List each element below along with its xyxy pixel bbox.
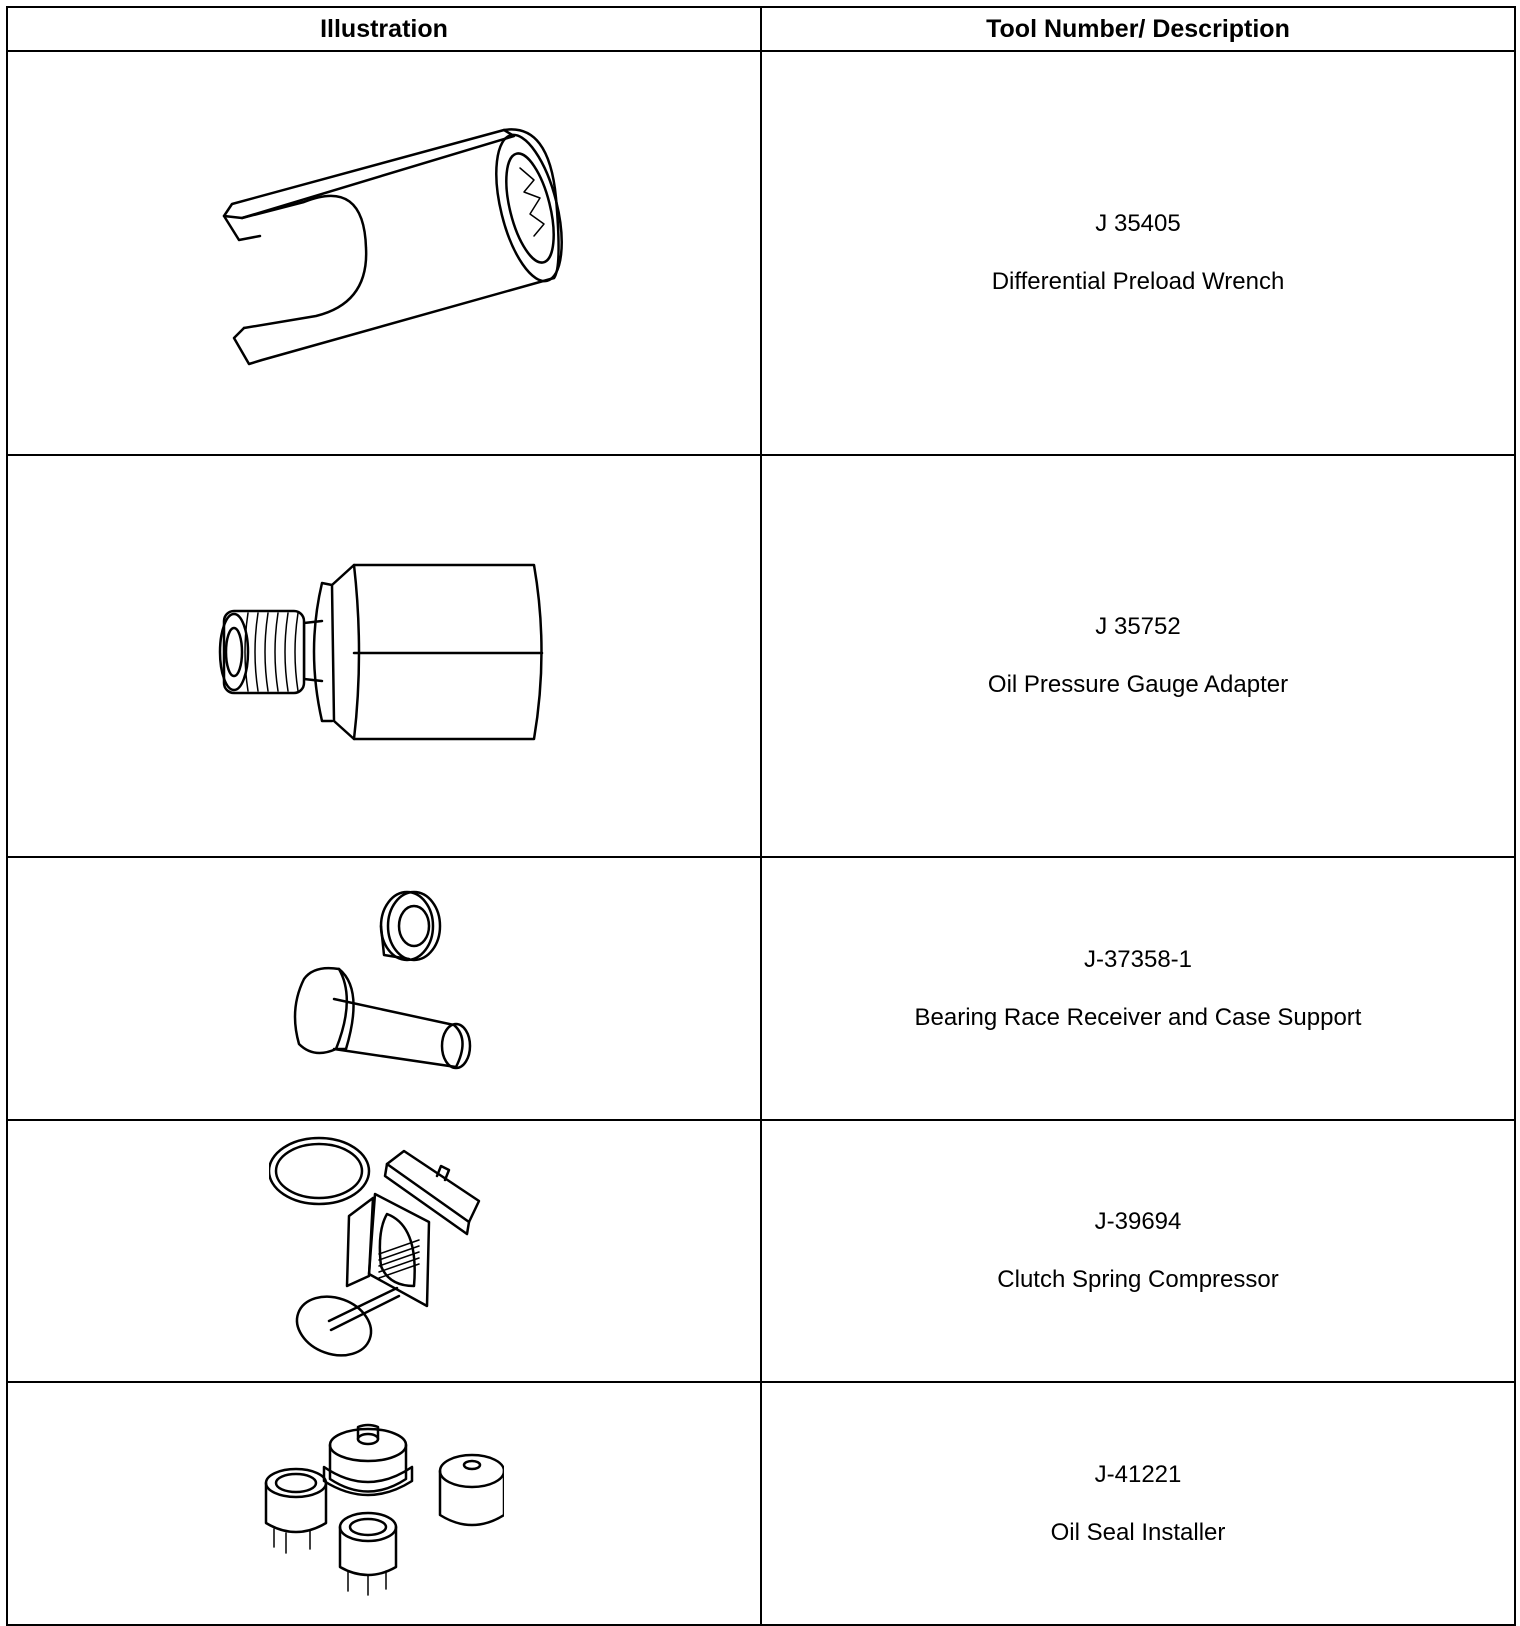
tool-number: J-37358-1 (1083, 945, 1193, 973)
clutch-spring-compressor-illustration (269, 1136, 499, 1366)
table-row (7, 51, 1515, 455)
description-cell (761, 455, 1515, 857)
table-row (7, 1120, 1515, 1382)
illustration-cell (7, 1120, 761, 1382)
oil-pressure-gauge-adapter-illustration (204, 561, 564, 751)
tool-description: Differential Preload Wrench (991, 268, 1285, 295)
illustration-cell (7, 857, 761, 1120)
tool-description: Oil Seal Installer (1050, 1518, 1226, 1546)
description-cell (761, 1382, 1515, 1625)
header-illustration: Illustration (7, 7, 761, 51)
description-cell (761, 1120, 1515, 1382)
tool-number: J 35405 (1095, 210, 1181, 237)
table-row (7, 857, 1515, 1120)
description-cell (761, 51, 1515, 455)
tool-description: Oil Pressure Gauge Adapter (987, 671, 1289, 698)
table-row (7, 455, 1515, 857)
table-header-row (7, 7, 1515, 51)
tool-table (6, 6, 1516, 1626)
illustration-cell (7, 1382, 761, 1625)
tool-description: Bearing Race Receiver and Case Support (914, 1003, 1362, 1031)
illustration-cell (7, 51, 761, 455)
illustration-cell (7, 455, 761, 857)
tool-number: J-39694 (1094, 1208, 1182, 1235)
oil-seal-installer-illustration (264, 1409, 504, 1599)
table-row (7, 1382, 1515, 1625)
header-description: Tool Number/ Description (761, 7, 1515, 51)
tool-number: J 35752 (1095, 613, 1181, 640)
tool-description: Clutch Spring Compressor (997, 1266, 1279, 1293)
bearing-race-receiver-illustration (274, 889, 494, 1089)
description-cell (761, 857, 1515, 1120)
tool-number: J-41221 (1094, 1460, 1182, 1488)
differential-preload-wrench-illustration (204, 128, 564, 378)
